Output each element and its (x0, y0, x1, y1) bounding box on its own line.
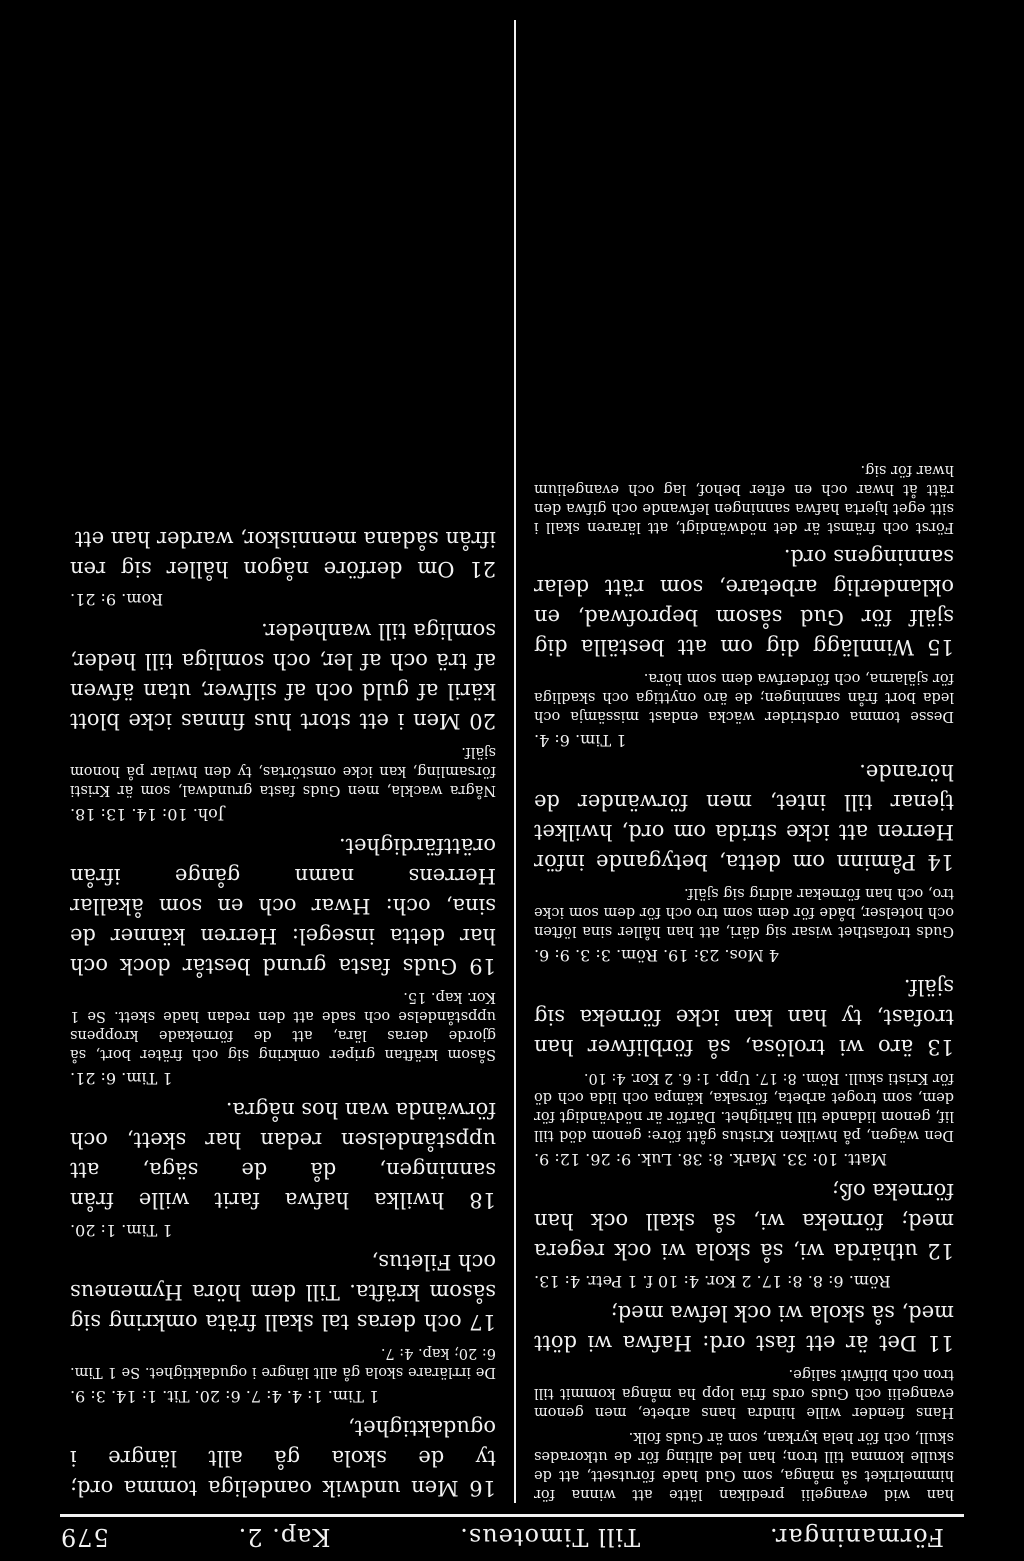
cross-reference: Matt. 10: 33. Mark. 8: 38. Luk. 9: 26. 12: 9. (534, 1150, 888, 1169)
verse-paragraph: 15 Winnlägg dig om att beställa dig själf för Gud såsom beprofwad, en oklanderlig arbetare, som rätt delar sanningens ord. (534, 545, 954, 659)
commentary-paragraph: Desse tomma ordstrider wäcka endast missämja och leda bort från sanningen; de äro onyttiga och skadliga för själarna, och förderfwa dem som höra. (534, 670, 954, 724)
cross-reference: 1 Tim. 6: 4. (534, 731, 627, 750)
verse-paragraph: 19 Guds fasta grund består dock och har detta insegel: Herren känner de sina, och: Hwar och en som åkallar Herrens namn gånge ifrån orättfärdighet. (70, 834, 496, 978)
verse-paragraph: 17 och deras tal skall fräta omkring sig såsom kräfta. Till dem höra Hymeneus och Filetus, (70, 1250, 496, 1334)
verse-paragraph: 20 Men i ett stort hus finnas icke blott käril af guld och af silfwer, utan äfwen af trä och af ler, och somliga till heder, somliga till wanheder. (70, 619, 496, 733)
cross-reference: 1 Tim. 1: 20. (70, 1221, 173, 1240)
cross-reference: 1 Tim. 6: 21. (70, 1069, 173, 1088)
commentary-paragraph: Några wackla, men Guds fasta grundwal, som är Kristi församling, kan icke omstörtas, ty den hwilar på honom själf. (70, 744, 496, 798)
commentary-paragraph: han wid evangelii predikan lätte att winna för himmelriket så många, som Gud hade förutsett, att de skulle komma till tron; han led allting för de utkorades skull, och för hela kyrkan, som är Guds folk. (534, 1429, 954, 1502)
commentary-paragraph: De irrlärare skola gå allt längre i ogudaktighet. Se 1 Tim. 6: 20; kap. 4: 7. (70, 1345, 496, 1380)
header-chapter: Kap. 2. (237, 1523, 331, 1551)
verse-paragraph: 21 Om derföre någon håller sig ren ifrån sådana menniskor, warder han ett (70, 527, 496, 581)
verse-paragraph: 16 Men undwik oandeliga tomma ord; ty de skola gå allt längre i ogudaktighet, (70, 1416, 496, 1500)
cross-reference: Röm. 6: 8. 8: 17. 2 Kor. 4: 10 f. 1 Petr. 4: 13. (534, 1272, 891, 1291)
running-header (60, 1521, 944, 1553)
left-column (534, 20, 954, 1503)
header-rule (60, 1514, 964, 1517)
cross-reference: Rom. 9: 21. (70, 590, 164, 609)
page-number: 579 (60, 1523, 109, 1551)
commentary-paragraph: Guds trofasthet wisar sig däri, att han håller sina löften och hotelser, både för dem som tro och för dem som icke tro, och han förnekar aldrig sig själf. (534, 885, 954, 939)
column-divider (514, 20, 516, 1503)
verse-paragraph: 18 hwilka hafwa farit wille från sanningen, då de säga, att uppståndelsen redan har skett, och förwända wan hos några. (70, 1098, 496, 1212)
verse-paragraph: 11 Det är ett fast ord: Hafwa wi dött med, så skola wi ock lefwa med; (534, 1301, 954, 1355)
commentary-paragraph: Först och främst är det nödwändigt, att läraren skall i sitt eget hjerta hafwa sanningen lefwande och gifwa den rätt åt hwar och en efter behof, lag och evangelium hwar för sig. (534, 462, 954, 535)
cross-reference: 4 Mos. 23: 19. Röm. 3: 3. 9: 6. (534, 946, 779, 965)
cross-reference: 1 Tim. 1: 4. 4: 7. 6: 20. Tit. 1: 14. 3: 9. (70, 1387, 380, 1406)
commentary-paragraph: Den wägen, på hwilken Kristus gått före: genom död till lif, genom lidande till härlighet. Därför är nödvändigt för dem, som troget arbeta, försaka, kämpa och lida och dö för Kristi skull. Röm. 8: 17. Upp. 1: 6. 2 Kor. 4: 10. (534, 1070, 954, 1143)
header-section-title: Förmaningar. (768, 1523, 944, 1551)
verse-paragraph: 14 Påminn om detta, betygande inför Herren att icke strida om ord, hwilket tjenar till intet, men förwänder de hörande. (534, 760, 954, 874)
commentary-paragraph: Hans fiender wille hindra hans arbete, men genom evangelii och Guds ords fria lopp ha många kommit till tron och blifwit salige. (534, 1366, 954, 1420)
commentary-paragraph: Såsom kräftan griper omkring sig och fräter bort, så gjorde deras lära, att de förnekade kroppens uppståndelse och sade att den redan hade skett. Se 1 Kor. kap. 15. (70, 989, 496, 1062)
header-book-title: Till Timoteus. (459, 1523, 641, 1551)
verse-paragraph: 12 uthärda wi, så skola wi ock regera med; förneka wi, så skall ock han förneka oß; (534, 1179, 954, 1263)
cross-reference: Joh. 10: 14. 13: 18. (70, 805, 225, 824)
verse-paragraph: 13 äro wi trolösa, så förblifwer han trofast, ty han kan icke förneka sig själf. (534, 975, 954, 1059)
right-column (70, 20, 496, 1503)
